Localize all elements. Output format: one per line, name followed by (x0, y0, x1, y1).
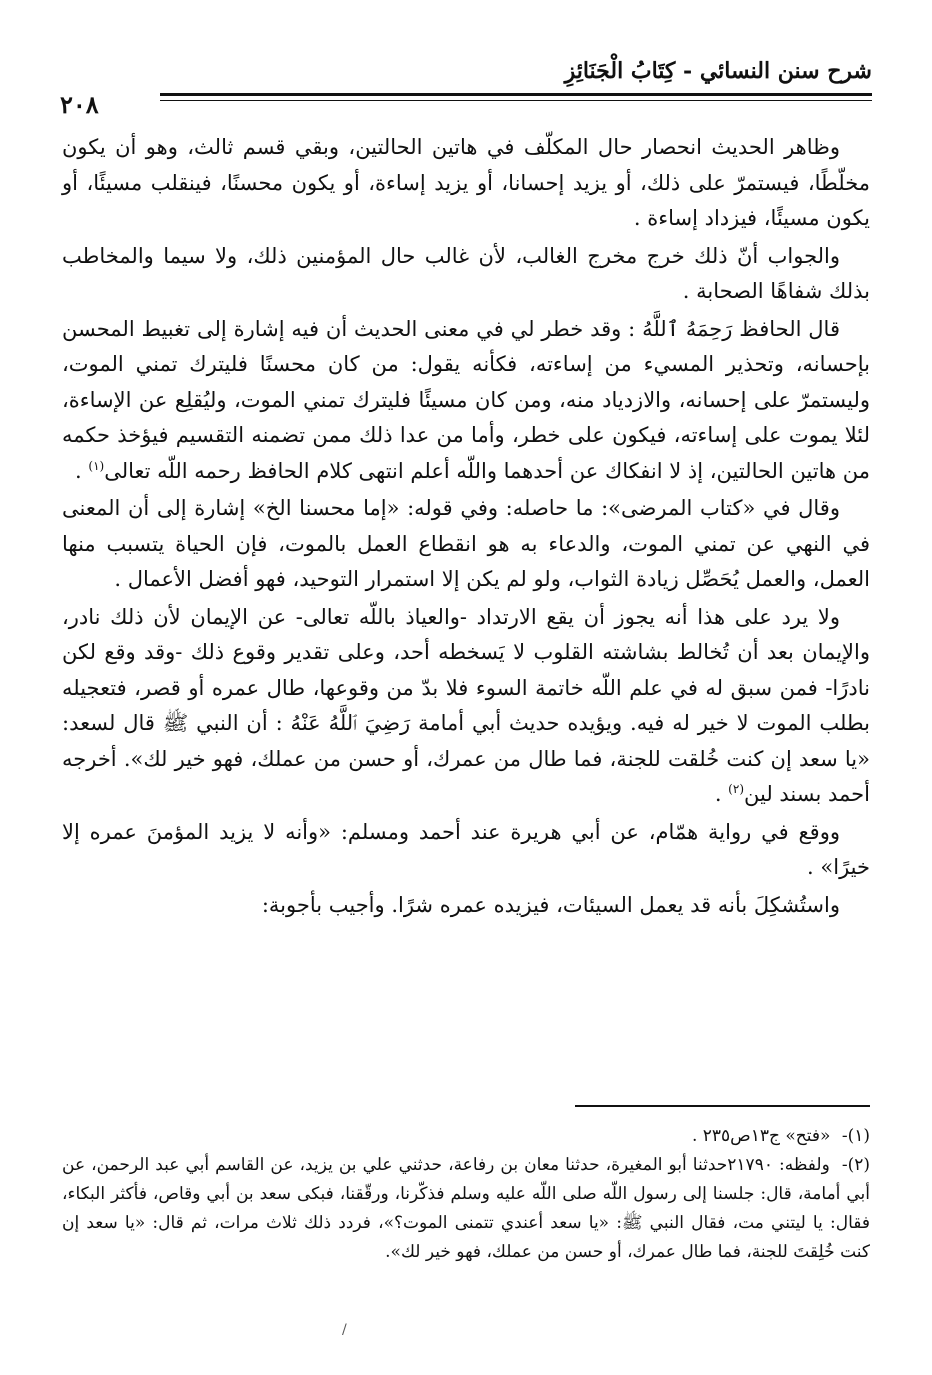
paragraph-3 (62, 312, 870, 490)
paragraph-3-text: قال الحافظ رَحِمَهُ ٱللَّهُ : وقد خطر لي في معنى الحديث أن فيه إشارة إلى تغبيط المحسن بإحسانه، وتحذير المسيء من إساءته، فكأنه يقول: من كان محسنًا فليترك تمني الموت، وليستمرّ على إحسانه، والازدياد منه، ومن كان مسيئًا فليترك تمني الموت، وليُقلِع عن الإساءة، لئلا يموت على إساءته، فيكون على خطر، وأما من عدا ذلك ممن تضمنه التقسيم فيؤخذ حكمه من هاتين الحالتين، إذ لا انفكاك عن أحدهما واللّه أعلم انتهى كلام الحافظ رحمه اللّه تعالى (62, 316, 870, 483)
paragraph-5 (62, 600, 870, 813)
footnote-1-text: «فتح» ج١٣ص٢٣٥ . (691, 1126, 831, 1146)
header-rule-thin (160, 100, 872, 101)
stray-mark: / (342, 1322, 347, 1338)
footnote-1-number: (١)- (841, 1126, 870, 1146)
paragraph-7: واستُشكِلَ بأنه قد يعمل السيئات، فيزيده عمره شرًا. وأجيب بأجوبة: (261, 892, 840, 917)
paragraph-5-end: . (714, 782, 729, 806)
footnote-ref-2[interactable]: (٢) (728, 782, 744, 796)
page-number: ٢٠٨ (60, 90, 99, 119)
footnotes (62, 1122, 870, 1267)
paragraph-6: ووقع في رواية همّام، عن أبي هريرة عند أحمد ومسلم: «وأنه لا يزيد المؤمنَ عمره إلا خيرًا» . (62, 819, 870, 879)
main-text (62, 130, 870, 923)
header-rule-thick (160, 93, 872, 96)
paragraph-2: والجواب أنّ ذلك خرج مخرج الغالب، لأن غالب حال المؤمنين ذلك، ولا سيما والمخاطب بذلك شفاهًا الصحابة . (62, 243, 870, 303)
running-title: شرح سنن النسائي - كِتَابُ الْجَنَائِزِ (564, 58, 872, 84)
paragraph-3-end: . (75, 458, 89, 483)
footnote-2 (62, 1151, 870, 1267)
paragraph-1: وظاهر الحديث انحصار حال المكلّف في هاتين الحالتين، وبقي قسم ثالث، وهو أن يكون مخلّطًا، فيستمرّ على ذلك، أو يزيد إحسانا، أو يزيد إساءة، أو يكون محسنًا، فينقلب مسيئًا، أو يكون مسيئًا، فيزداد إساءة . (62, 135, 870, 230)
footnote-2-text: ولفظه: ٢١٧٩٠حدثنا أبو المغيرة، حدثنا معان بن رفاعة، حدثني علي بن يزيد، عن القاسم أبي عبد الرحمن، عن أبي أمامة، قال: جلسنا إلى رسول اللّه صلى اللّه عليه وسلم فذكّرنا، ورقّقنا، فبكى سعد بن أبي وقاص، فأكثر البكاء، فقال: يا ليتني مت، فقال النبي ﷺ: «يا سعد أعندي تتمنى الموت؟»، فردد ذلك ثلاث مرات، ثم قال: «يا سعد إن كنت خُلِقتَ للجنة، فما طال عمرك، أو حسن من عملك، فهو خير لك». (62, 1155, 870, 1262)
page-header (60, 58, 872, 119)
paragraph-5-text: ولا يرد على هذا أنه يجوز أن يقع الارتداد -والعياذ باللّه تعالى- عن الإيمان لأن ذلك نادر، والإيمان بعد أن تُخالط بشاشته القلوب لا يَسخطه أحد، وعلى تقدير وقوع ذلك -وقد وقع لكن نادرًا- فمن سبق له في علم اللّه خاتمة السوء فلا بدّ من وقوعها، طال عمره أو قصر، فتعجيله بطلب الموت لا خير له فيه. ويؤيده حديث أبي أمامة رَضِيَ ٱللَّهُ عَنْهُ : أن النبي ﷺ قال لسعد: «يا سعد إن كنت خُلقت للجنة، فما طال من عمرك، أو حسن من عملك، فهو خير لك». أخرجه أحمد بسند لين (62, 604, 870, 806)
paragraph-4: وقال في «كتاب المرضى»: ما حاصله: وفي قوله: «إما محسنا الخ» إشارة إلى أن المعنى في النهي عن تمني الموت، والدعاء به هو انقطاع العمل بالموت، فإن الحياة يتسبب منها العمل، والعمل يُحَصِّل زيادة الثواب، ولو لم يكن إلا استمرار التوحيد، فهو أفضل الأعمال . (62, 496, 870, 591)
footnote-separator (575, 1105, 870, 1107)
footnote-ref-1[interactable]: (١) (88, 458, 105, 473)
footnote-2-number: (٢)- (841, 1155, 871, 1175)
footnote-1 (62, 1122, 870, 1151)
